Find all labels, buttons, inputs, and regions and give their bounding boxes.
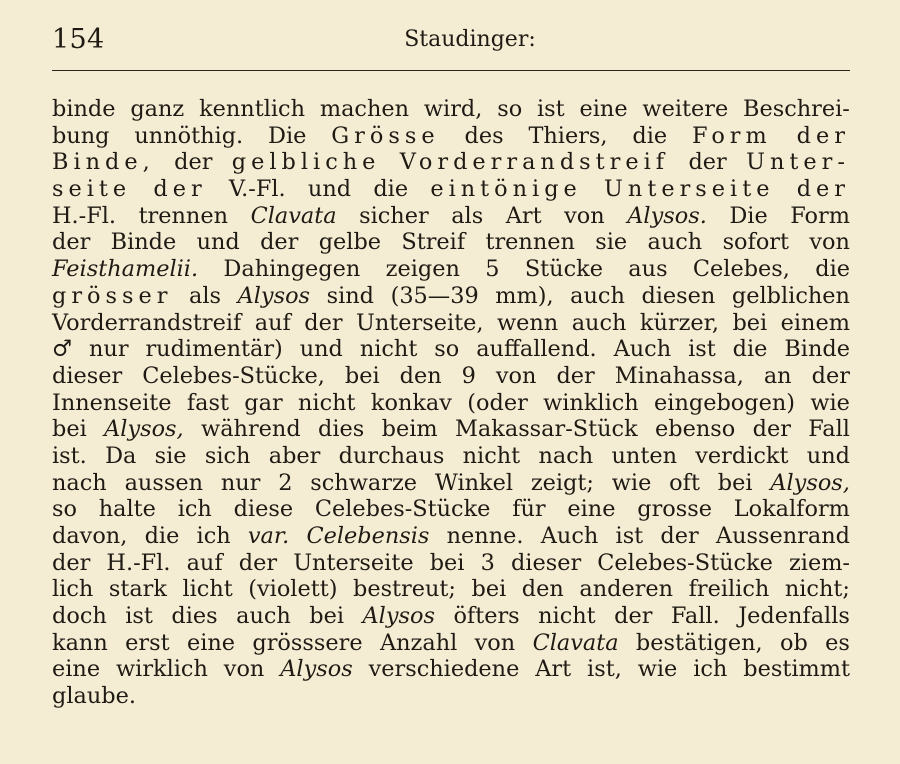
word: als <box>189 282 222 309</box>
word: wenn <box>496 309 559 336</box>
word: den <box>399 362 442 389</box>
word: 3 <box>480 549 495 576</box>
word: und <box>806 442 850 469</box>
word: V.-Fl. <box>228 176 286 203</box>
text-line <box>52 416 850 443</box>
word: diesen <box>641 282 716 309</box>
word: freilich <box>688 576 770 603</box>
word: so <box>434 336 460 363</box>
word: ziem- <box>788 549 850 576</box>
italic-word: Alysos <box>280 656 353 683</box>
text-line <box>52 470 850 497</box>
word: des <box>464 122 504 149</box>
word: H.-Fl. <box>106 549 171 576</box>
text-line <box>52 683 850 710</box>
word: kenntlich <box>199 96 306 122</box>
word: bei <box>429 549 465 576</box>
word: ich <box>196 523 231 549</box>
word: Makassar-Stück <box>455 416 638 443</box>
word: Innenseite <box>52 389 172 416</box>
word: nicht; <box>784 576 850 603</box>
word: ebenso <box>655 416 736 443</box>
text-line <box>52 203 850 230</box>
text-line <box>52 336 850 363</box>
word: von <box>564 202 605 229</box>
text-line <box>52 390 850 417</box>
word: ist. <box>52 442 87 469</box>
word: der <box>752 416 791 443</box>
word: Unterseite <box>604 176 775 203</box>
word: aus <box>628 256 668 283</box>
text-line <box>52 310 850 337</box>
word: dies <box>318 416 365 443</box>
word: grösssere <box>252 629 363 656</box>
word: binde <box>52 96 116 122</box>
word: die <box>373 176 409 203</box>
word: ist <box>125 603 153 630</box>
word: lich <box>52 576 94 603</box>
word: Form <box>790 202 850 229</box>
word: die <box>815 256 850 283</box>
word: auch <box>571 309 627 336</box>
italic-word: Clavata <box>532 629 619 656</box>
word: Anzahl <box>379 629 458 656</box>
page-number: 154 <box>52 24 105 55</box>
word: Celebes-Stücke <box>314 496 491 523</box>
word: und <box>196 229 240 256</box>
word: grosse <box>637 496 712 523</box>
italic-word: Alysos <box>362 603 435 630</box>
next-line-fragment <box>400 757 860 764</box>
text-line <box>52 496 850 523</box>
word: nicht <box>359 336 418 363</box>
word: der <box>304 309 343 336</box>
text-line <box>52 630 850 657</box>
text-line <box>52 576 850 603</box>
word: bestimmt <box>743 656 850 683</box>
word: gelbe <box>318 229 382 256</box>
word: 9 <box>461 362 476 389</box>
word: und <box>307 176 352 203</box>
word: durchaus <box>338 442 445 469</box>
word: sie <box>595 229 628 256</box>
italic-word: Clavata <box>250 202 337 229</box>
word: es <box>825 629 850 656</box>
word: beim <box>381 416 438 443</box>
word: Vorderrandstreif <box>52 309 242 336</box>
word: gelbliche <box>231 149 381 176</box>
italic-word: Feisthamelii. <box>52 256 199 283</box>
word: bei <box>471 576 507 603</box>
word: Beschrei- <box>743 96 850 122</box>
word: Die <box>729 202 768 229</box>
word: der <box>688 149 727 176</box>
word: den <box>521 576 564 603</box>
word: auf <box>186 549 223 576</box>
italic-word: Celebensis <box>306 523 430 549</box>
word: Unterseite <box>293 549 414 576</box>
word: von <box>495 362 537 389</box>
word: Art <box>535 656 572 683</box>
word: trennen <box>485 229 575 256</box>
word: Vorderrandstreif <box>399 149 670 176</box>
word: wie <box>810 389 850 416</box>
word: Jedenfalls <box>738 603 850 630</box>
text-line <box>52 256 850 283</box>
word: konkav <box>370 389 452 416</box>
word: der <box>796 176 850 203</box>
word: Celebes, <box>692 256 790 283</box>
running-head: Staudinger: <box>404 27 536 52</box>
text-line <box>52 96 850 123</box>
word: von <box>223 656 265 683</box>
word: der <box>811 362 850 389</box>
word: so <box>52 496 77 523</box>
text-line <box>52 550 850 577</box>
word: der <box>174 149 213 176</box>
word: der <box>52 229 91 256</box>
word: rudimentär) <box>145 336 283 363</box>
word: an <box>763 362 792 389</box>
word: auch <box>647 229 703 256</box>
word: wie <box>637 656 678 683</box>
word: fast <box>186 389 229 416</box>
word: der <box>556 362 595 389</box>
word: (35—39 <box>390 282 479 309</box>
word: diese <box>233 496 294 523</box>
word: Streif <box>401 229 466 256</box>
word: bei <box>717 469 753 496</box>
word: der <box>153 176 207 203</box>
text-line <box>52 523 850 550</box>
word: von <box>474 629 516 656</box>
text-line <box>52 123 850 150</box>
word: dieser <box>52 362 123 389</box>
word: bestreut; <box>352 576 456 603</box>
word: Form <box>692 122 772 149</box>
word: zeigt; <box>530 469 594 496</box>
word: unnöthig. <box>134 122 244 149</box>
word: Celebes-Stücke, <box>142 362 325 389</box>
word: Winkel <box>434 469 514 496</box>
word: ich <box>177 496 212 523</box>
word: Fall. <box>670 603 720 630</box>
word: und <box>299 336 343 363</box>
word: Binde, <box>52 149 155 176</box>
word: die <box>144 523 180 549</box>
word: stark <box>108 576 167 603</box>
word: verschiedene <box>368 656 520 683</box>
word: Unterseite, <box>356 309 484 336</box>
word: 5 <box>485 256 500 283</box>
italic-word: var. <box>247 523 290 549</box>
word: ich <box>693 656 728 683</box>
word: der <box>238 549 278 576</box>
text-line <box>52 283 850 310</box>
word: ist <box>615 523 644 549</box>
italic-word: Alysos, <box>104 416 184 443</box>
word: wird, <box>423 96 483 122</box>
word: der <box>614 603 653 630</box>
word: gar <box>244 389 283 416</box>
word: eine <box>52 656 101 683</box>
text-line <box>52 656 850 683</box>
word: bei <box>732 309 768 336</box>
word: 2 <box>278 469 293 496</box>
word: auffallend. <box>476 336 597 363</box>
word: der <box>796 122 850 149</box>
word: mm), <box>495 282 554 309</box>
word: unten <box>611 442 677 469</box>
word: dieser <box>510 549 582 576</box>
word: (oder <box>467 389 528 416</box>
word: aber <box>268 442 321 469</box>
word: kann <box>52 629 108 656</box>
word: bei <box>344 362 380 389</box>
word: ♂ <box>52 336 73 363</box>
word: bei <box>309 603 345 630</box>
word: bestätigen, <box>635 629 763 656</box>
word: nach <box>52 469 107 496</box>
word: schwarze <box>310 469 417 496</box>
word: aussen <box>124 469 203 496</box>
word: sicher <box>359 202 429 229</box>
word: eintönige <box>430 176 582 203</box>
word: nach <box>538 442 594 469</box>
word: die <box>732 336 768 363</box>
word: für <box>512 496 546 523</box>
italic-word: Alysos, <box>770 469 850 496</box>
word: auf <box>254 309 291 336</box>
word: zeigen <box>385 256 460 283</box>
word: Auch <box>540 523 599 549</box>
word: eingebogen) <box>654 389 796 416</box>
word: gelblichen <box>731 282 850 309</box>
word: weitere <box>642 96 729 122</box>
word: Celebes-Stücke <box>597 549 773 576</box>
word: sofort <box>722 229 790 256</box>
word: von <box>809 229 850 256</box>
word: sich <box>204 442 251 469</box>
word: Binde <box>110 229 177 256</box>
text-line <box>52 149 850 176</box>
word: Thiers, <box>528 122 608 149</box>
word: auch <box>236 603 291 630</box>
text-line <box>52 443 850 470</box>
text-line <box>52 603 850 630</box>
word: wie <box>611 469 652 496</box>
word: eine <box>579 96 628 122</box>
word: halte <box>98 496 156 523</box>
word: H.-Fl. <box>52 202 117 229</box>
word: Da <box>105 442 137 469</box>
word: der <box>52 549 91 576</box>
word: seite <box>52 176 132 203</box>
word: anderen <box>579 576 674 603</box>
text-line <box>52 363 850 390</box>
word: nicht <box>538 603 596 630</box>
word: bung <box>52 122 110 149</box>
word: der <box>660 523 699 549</box>
word: sie <box>154 442 187 469</box>
word: Dahingegen <box>223 256 361 283</box>
word: kürzer, <box>639 309 719 336</box>
word: nicht <box>462 442 521 469</box>
word: ist <box>537 96 565 122</box>
word: Minahassa, <box>614 362 744 389</box>
word: nicht <box>298 389 356 416</box>
word: der <box>260 229 299 256</box>
word: öfters <box>453 603 520 630</box>
word: Aussenrand <box>715 523 850 549</box>
word: doch <box>52 603 107 630</box>
word: nur <box>220 469 261 496</box>
word: grösser <box>52 282 173 309</box>
word: so <box>497 96 523 122</box>
word: Unter- <box>746 149 850 176</box>
word: die <box>632 122 668 149</box>
word: ist, <box>587 656 622 683</box>
word: trennen <box>138 202 229 229</box>
word: sind <box>326 282 375 309</box>
word: ob <box>779 629 808 656</box>
word: machen <box>319 96 410 122</box>
word: eine <box>567 496 616 523</box>
word: Art <box>505 202 542 229</box>
word: Die <box>268 122 307 149</box>
word: einem <box>780 309 850 336</box>
word: oft <box>669 469 700 496</box>
word: nenne. <box>446 523 524 549</box>
word: Stücke <box>524 256 603 283</box>
word: wirklich <box>116 656 208 683</box>
body-paragraph <box>52 96 850 710</box>
word: dies <box>171 603 218 630</box>
header-rule <box>52 70 850 71</box>
word: winklich <box>543 389 639 416</box>
word: licht <box>182 576 233 603</box>
word: Binde <box>784 336 850 363</box>
word: davon, <box>52 523 128 549</box>
word: glaube. <box>52 683 136 710</box>
word: erst <box>125 629 170 656</box>
word: auch <box>570 282 625 309</box>
word: eine <box>186 629 236 656</box>
word: Fall <box>808 416 850 443</box>
text-line <box>52 229 850 256</box>
word: ist <box>688 336 716 363</box>
word: bei <box>52 416 87 443</box>
word: ganz <box>130 96 185 122</box>
word: verdickt <box>695 442 789 469</box>
italic-word: Alysos. <box>627 202 707 229</box>
text-line <box>52 176 850 203</box>
word: während <box>201 416 301 443</box>
word: Grösse <box>331 122 440 149</box>
word: nur <box>89 336 129 363</box>
word: Auch <box>613 336 672 363</box>
word: (violett) <box>248 576 338 603</box>
italic-word: Alysos <box>237 282 311 309</box>
word: als <box>451 202 484 229</box>
word: Lokalform <box>733 496 850 523</box>
